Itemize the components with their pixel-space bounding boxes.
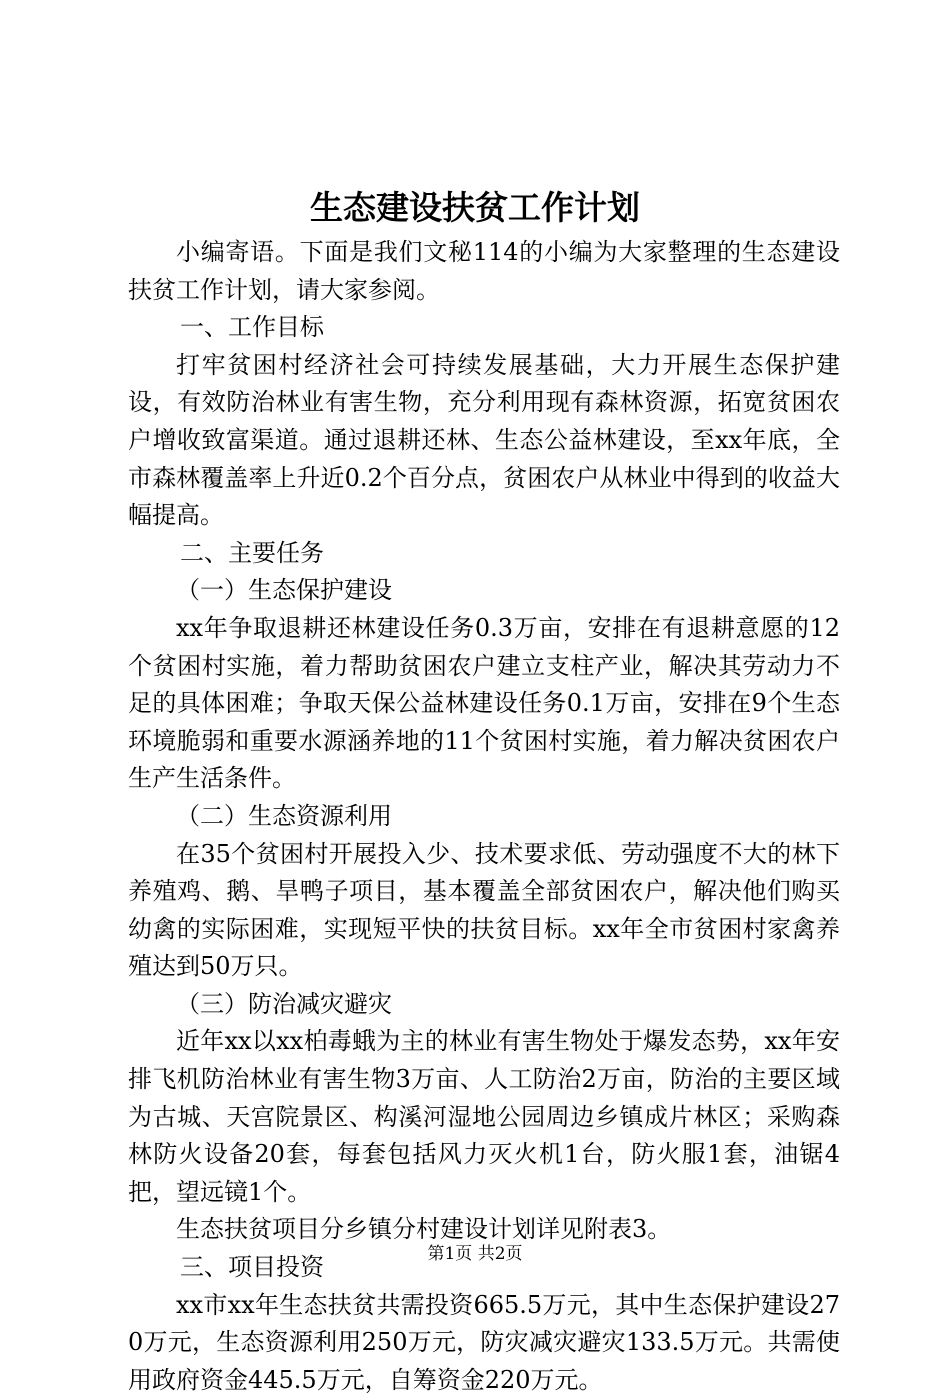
subheading-resource-utilization: （二）生态资源利用 bbox=[176, 801, 392, 830]
disaster-prevention-paragraph: 近年xx以xx柏毒蛾为主的林业有害生物处于爆发态势，xx年安排飞机防治林业有害生物3万亩、人工防治2万亩，防治的主要区域为古城、天宫院景区、构溪河湿地公园周边乡镇成片林区；采购森林防火设备20套，每套包括风力灭火机1台，防火服1套，油锯4把，望远镜1个。 bbox=[128, 1027, 840, 1206]
section-heading-goals: 一、工作目标 bbox=[180, 313, 324, 342]
subheading-ecological-protection: （一）生态保护建设 bbox=[176, 576, 392, 605]
page-footer: 第1页 共2页 bbox=[427, 1244, 523, 1264]
appendix-note-paragraph: 生态扶贫项目分乡镇分村建设计划详见附表3。 bbox=[176, 1215, 672, 1244]
document-body bbox=[128, 234, 840, 1399]
section-heading-tasks: 二、主要任务 bbox=[180, 538, 324, 567]
subheading-disaster-prevention: （三）防治减灾避灾 bbox=[176, 989, 392, 1018]
investment-paragraph: xx市xx年生态扶贫共需投资665.5万元，其中生态保护建设270万元，生态资源利用250万元，防灾减灾避灾133.5万元。共需使用政府资金445.5万元，自筹资金220万元。 bbox=[128, 1290, 840, 1394]
section-heading-investment: 三、项目投资 bbox=[180, 1253, 324, 1282]
resource-utilization-paragraph: 在35个贫困村开展投入少、技术要求低、劳动强度不大的林下养殖鸡、鹅、旱鸭子项目，基本覆盖全部贫困农户，解决他们购买幼禽的实际困难，实现短平快的扶贫目标。xx年全市贫困村家禽养殖达到50万只。 bbox=[128, 839, 840, 981]
intro-paragraph: 小编寄语。下面是我们文秘114的小编为大家整理的生态建设扶贫工作计划，请大家参阅。 bbox=[128, 238, 840, 304]
goals-paragraph: 打牢贫困村经济社会可持续发展基础，大力开展生态保护建设，有效防治林业有害生物，充分利用现有森林资源，拓宽贫困农户增收致富渠道。通过退耕还林、生态公益林建设，至xx年底，全市森林覆盖率上升近0.2个百分点，贫困农户从林业中得到的收益大幅提高。 bbox=[128, 350, 840, 530]
ecological-protection-paragraph: xx年争取退耕还林建设任务0.3万亩，安排在有退耕意愿的12个贫困村实施，着力帮助贫困农户建立支柱产业，解决其劳动力不足的具体困难；争取天保公益林建设任务0.1万亩，安排在9个生态环境脆弱和重要水源涵养地的11个贫困村实施，着力解决贫困农户生产生活条件。 bbox=[128, 613, 840, 793]
document-title: 生态建设扶贫工作计划 bbox=[310, 188, 640, 227]
